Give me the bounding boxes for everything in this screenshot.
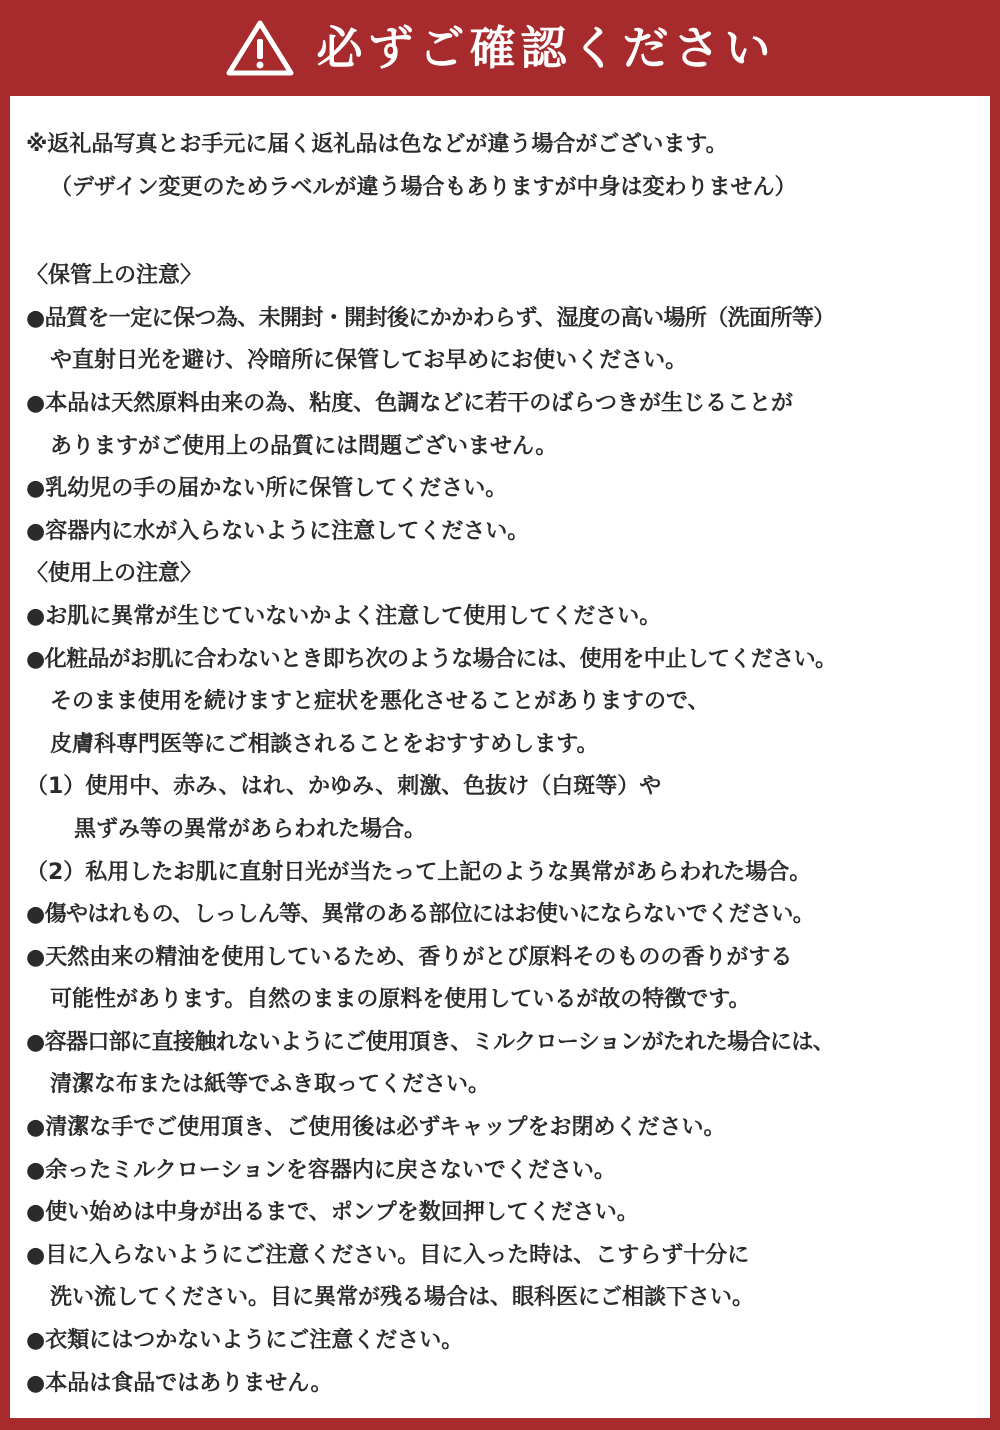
notice-panel — [10, 96, 990, 1418]
storage-line: ●容器内に水が入らないように注意してください。 — [26, 518, 530, 544]
usage-line: ●化粧品がお肌に合わないとき即ち次のような場合には、使用を中止してください。 — [26, 646, 837, 672]
usage-line: ●目に入らないようにご注意ください。目に入った時は、こすらず十分に — [26, 1242, 750, 1268]
usage-line: ●天然由来の精油を使用しているため、香りがとび原料そのものの香りがする — [26, 944, 793, 970]
usage-line: ●傷やはれもの、しっしん等、異常のある部位にはお使いにならないでください。 — [26, 902, 815, 928]
warning-triangle-icon — [225, 19, 295, 77]
usage-line: 黒ずみ等の異常があらわれた場合。 — [74, 816, 427, 842]
usage-line: ●使い始めは中身が出るまで、ポンプを数回押してください。 — [26, 1200, 639, 1226]
page-title: 必ずご確認ください — [316, 21, 776, 75]
intro-line: （デザイン変更のためラベルが違う場合もありますが中身は変わりません） — [50, 174, 797, 200]
storage-line: や直射日光を避け、冷暗所に保管してお早めにお使いください。 — [50, 348, 688, 374]
storage-line: ●品質を一定に保つ為、未開封・開封後にかかわらず、湿度の高い場所（洗面所等） — [26, 305, 835, 331]
usage-line: ●お肌に異常が生じていないかよく注意して使用してください。 — [26, 603, 662, 629]
usage-line: （2）私用したお肌に直射日光が当たって上記のような異常があらわれた場合。 — [26, 859, 812, 885]
usage-line: 洗い流してください。目に異常が残る場合は、眼科医にご相談下さい。 — [50, 1285, 755, 1311]
section-heading-usage: 〈使用上の注意〉 — [26, 561, 203, 587]
spacer — [26, 209, 986, 255]
notice-content — [26, 124, 986, 1405]
usage-line: （1）使用中、赤み、はれ、かゆみ、刺激、色抜け（白斑等）や — [26, 774, 662, 800]
section-heading-storage: 〈保管上の注意〉 — [26, 263, 203, 289]
usage-line: ●余ったミルクローションを容器内に戻さないでください。 — [26, 1157, 616, 1183]
header-banner — [0, 0, 1000, 96]
usage-line: 可能性があります。自然のままの原料を使用しているが故の特徴です。 — [50, 987, 751, 1013]
storage-line: ありますがご使用上の品質には問題ございません。 — [50, 433, 558, 459]
storage-line: ●本品は天然原料由来の為、粘度、色調などに若干のばらつきが生じることが — [26, 390, 793, 416]
usage-line: ●清潔な手でご使用頂き、ご使用後は必ずキャップをお閉めください。 — [26, 1115, 726, 1141]
usage-line: 皮膚科専門医等にご相談されることをおすすめします。 — [50, 731, 599, 757]
usage-line: ●本品は食品ではありません。 — [26, 1370, 333, 1396]
usage-line: そのまま使用を続けますと症状を悪化させることがありますので、 — [50, 689, 710, 715]
storage-line: ●乳幼児の手の届かない所に保管してください。 — [26, 476, 508, 502]
usage-line: 清潔な布または紙等でふき取ってください。 — [50, 1072, 491, 1098]
usage-line: ●衣類にはつかないようにご注意ください。 — [26, 1328, 464, 1354]
usage-line: ●容器口部に直接触れないようにご使用頂き、ミルクローションがたれた場合には、 — [26, 1029, 835, 1055]
intro-line: ※返礼品写真とお手元に届く返礼品は色などが違う場合がございます。 — [26, 132, 728, 157]
